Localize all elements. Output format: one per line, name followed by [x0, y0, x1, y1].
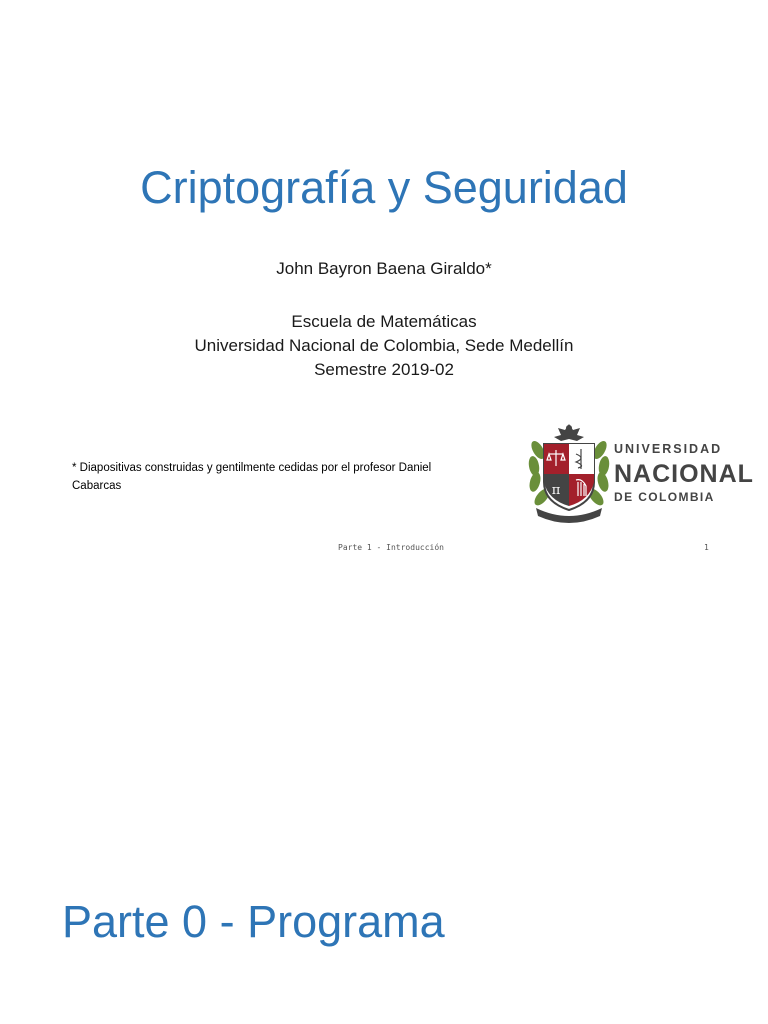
footnote: * Diapositivas construidas y gentilmente cedidas por el profesor Daniel Cabarcas	[72, 462, 432, 492]
slide-2-title: Parte 0 - Programa	[62, 896, 445, 947]
affiliation	[0, 310, 768, 382]
slide-title: Criptografía y Seguridad	[140, 162, 628, 213]
logo-line-universidad: UNIVERSIDAD	[614, 442, 723, 456]
logo-line-colombia: DE COLOMBIA	[614, 490, 715, 504]
university-crest-icon	[528, 420, 610, 524]
page-number: 1	[704, 543, 709, 552]
logo-line-nacional: NACIONAL	[614, 460, 754, 488]
footer-section-label: Parte 1 - Introducción	[338, 543, 444, 552]
affiliation-semester: Semestre 2019-02	[314, 360, 454, 379]
affiliation-school: Escuela de Matemáticas	[291, 312, 477, 331]
slide-2	[0, 576, 768, 1024]
affiliation-university: Universidad Nacional de Colombia, Sede Medellín	[194, 336, 574, 355]
author-name: John Bayron Baena Giraldo*	[276, 259, 492, 278]
svg-text:π: π	[551, 483, 561, 498]
university-logo	[528, 420, 758, 524]
